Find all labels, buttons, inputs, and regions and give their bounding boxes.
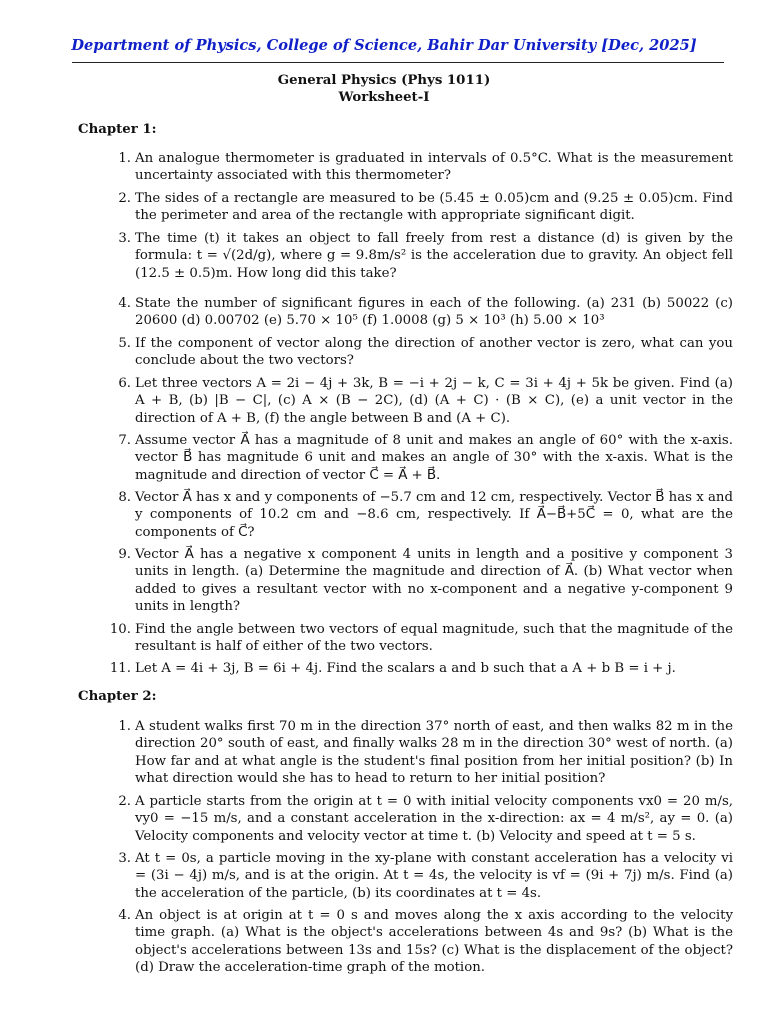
- question-text: An analogue thermometer is graduated in intervals of 0.5°C. What is the measurement uncertainty associated with this thermometer?: [135, 151, 733, 184]
- question-text: Let A = 4i + 3j, B = 6i + 4j. Find the scalars a and b such that a A + b B = i + j.: [135, 661, 676, 676]
- question-number: 3.: [118, 231, 131, 246]
- header-rule: [72, 62, 724, 63]
- question-item: [118, 375, 733, 427]
- question-number: 10.: [109, 622, 131, 637]
- question-number: 1.: [118, 151, 131, 166]
- question-number: 3.: [118, 851, 131, 866]
- worksheet-subtitle: Worksheet-I: [338, 90, 430, 105]
- question-text: If the component of vector along the direction of another vector is zero, what can you conclude about the two vectors?: [135, 336, 733, 369]
- question-item: [118, 150, 733, 185]
- question-number: 5.: [118, 336, 131, 351]
- question-item: [118, 432, 733, 484]
- question-text: An object is at origin at t = 0 s and moves along the x axis according to the velocity time graph. (a) What is the object's accelerations between 4s and 9s? (b) What is the object's accelerations between 13s and 15s? (c) What is the displacement of the object? (d) Draw the acceleration-time graph of the motion.: [135, 908, 733, 976]
- question-item: [118, 295, 733, 330]
- question-item: [118, 489, 733, 541]
- question-number: 11.: [109, 661, 131, 676]
- question-text: Vector A⃗ has x and y components of −5.7 cm and 12 cm, respectively. Vector B⃗ has x and y components of 10.2 cm and −8.6 cm, respectively. If A⃗−B⃗+5C⃗ = 0, what are the components of C⃗?: [135, 490, 733, 540]
- question-text: Let three vectors A = 2i − 4j + 3k, B = −i + 2j − k, C = 3i + 4j + 5k be given. Find (a) A + B, (b) |B − C|, (c) A × (B − 2C), (d) (A + C) · (B × C), (e) a unit vector in the direction of A + B, (f) the angle between B and (A + C).: [135, 376, 733, 426]
- question-item: [109, 621, 733, 656]
- question-item: [118, 850, 733, 902]
- question-text: State the number of significant figures in each of the following. (a) 231 (b) 50022 (c) 20600 (d) 0.00702 (e) 5.70 × 10⁵ (f) 1.0008 (g) 5 × 10³ (h) 5.00 × 10³: [135, 296, 733, 329]
- question-item: [118, 335, 733, 370]
- chapter-1-heading: Chapter 1:: [78, 122, 157, 137]
- course-title: General Physics (Phys 1011): [277, 73, 491, 88]
- question-text: The time (t) it takes an object to fall freely from rest a distance (d) is given by the formula: t = √(2d/g), where g = 9.8m/s² is the acceleration due to gravity. An object fell (12.5 ± 0.5)m. How long did this take?: [135, 231, 733, 281]
- question-text: Assume vector A⃗ has a magnitude of 8 unit and makes an angle of 60° with the x-axis. vector B⃗ has magnitude 6 unit and makes an angle of 30° with the x-axis. What is the magnitude and direction of vector C⃗ = A⃗ + B⃗.: [135, 433, 733, 483]
- chapter-2-heading: Chapter 2:: [78, 689, 157, 704]
- question-item: [118, 546, 733, 616]
- question-number: 7.: [118, 433, 131, 448]
- question-text: Find the angle between two vectors of equal magnitude, such that the magnitude of the resultant is half of either of the two vectors.: [135, 622, 733, 655]
- question-text: A particle starts from the origin at t = 0 with initial velocity components vx0 = 20 m/s, vy0 = −15 m/s, and a constant acceleration in the x-direction: ax = 4 m/s², ay = 0. (a) Velocity components and velocity vector at time t. (b) Velocity and speed at t = 5 s.: [135, 794, 733, 844]
- department-header: Department of Physics, College of Science, Bahir Dar University [Dec, 2025]: [71, 37, 697, 54]
- question-number: 4.: [118, 296, 131, 311]
- worksheet-title: [0, 72, 768, 106]
- question-text: Vector A⃗ has a negative x component 4 units in length and a positive y component 3 units in length. (a) Determine the magnitude and direction of A⃗. (b) What vector when added to gives a resultant vector with no x-component and a negative y-component 9 units in length?: [135, 547, 733, 615]
- question-number: 4.: [118, 908, 131, 923]
- question-item: [118, 907, 733, 977]
- question-number: 1.: [118, 719, 131, 734]
- question-item: [118, 718, 733, 788]
- question-number: 8.: [118, 490, 131, 505]
- question-item: [109, 660, 733, 677]
- question-item: [118, 230, 733, 282]
- question-text: The sides of a rectangle are measured to be (5.45 ± 0.05)cm and (9.25 ± 0.05)cm. Find the perimeter and area of the rectangle with appropriate significant digit.: [135, 191, 733, 224]
- question-number: 6.: [118, 376, 131, 391]
- question-text: At t = 0s, a particle moving in the xy-plane with constant acceleration has a velocity vi = (3i − 4j) m/s, and is at the origin. At t = 4s, the velocity is vf = (9i + 7j) m/s. Find (a) the acceleration of the particle, (b) its coordinates at t = 4s.: [135, 851, 733, 901]
- question-number: 9.: [118, 547, 131, 562]
- question-text: A student walks first 70 m in the direction 37° north of east, and then walks 82 m in the direction 20° south of east, and finally walks 28 m in the direction 30° west of north. (a) How far and at what angle is the student's final position from her initial position? (b) In what direction would she has to head to return to her initial position?: [135, 719, 733, 787]
- question-item: [118, 793, 733, 845]
- question-number: 2.: [118, 794, 131, 809]
- question-item: [118, 190, 733, 225]
- question-number: 2.: [118, 191, 131, 206]
